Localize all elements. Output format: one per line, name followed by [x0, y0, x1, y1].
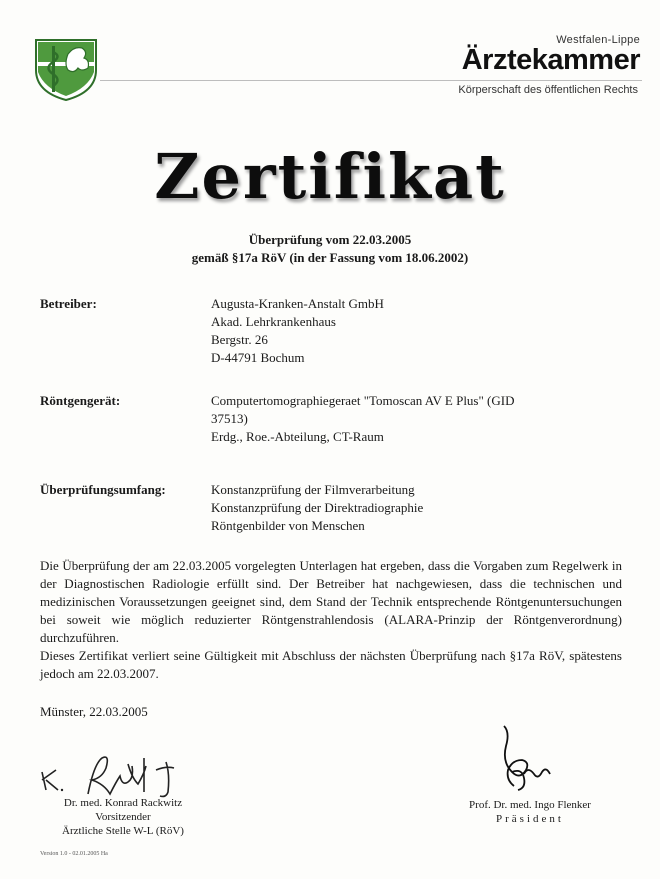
- signer-right-role: Präsident: [496, 813, 564, 825]
- org-region: Westfalen-Lippe: [556, 34, 640, 46]
- label-roentgengeraet: Röntgengerät:: [40, 393, 121, 408]
- body-paragraph: Dieses Zertifikat verliert seine Gültigkeit mit Abschluss der nächsten Überprüfung nach §17a RöV, spätestens jedoch am 22.03.2007.: [40, 648, 622, 681]
- version-note: Version 1.0 - 02.01.2005 Ha: [40, 851, 108, 857]
- certificate-title: Zertifikat: [154, 140, 506, 213]
- label-umfang: Überprüfungsumfang:: [40, 482, 166, 497]
- place-date: Münster, 22.03.2005: [40, 704, 148, 719]
- body-text: [40, 557, 622, 683]
- betreiber-line: Augusta-Kranken-Anstalt GmbH: [211, 296, 384, 311]
- signer-right: [430, 798, 630, 826]
- umfang-line: Konstanzprüfung der Direktradiographie: [211, 500, 424, 515]
- coat-of-arms-logo-icon: [32, 36, 100, 102]
- signature-left-image: [36, 750, 216, 800]
- signer-left-org: Ärztliche Stelle W-L (RöV): [62, 825, 184, 837]
- geraet-line: Erdg., Roe.-Abteilung, CT-Raum: [211, 429, 384, 444]
- geraet-line: 37513): [211, 411, 248, 426]
- subtitle-regulation: gemäß §17a RöV (in der Fassung vom 18.06.2002): [191, 250, 469, 265]
- body-paragraph: Die Überprüfung der am 22.03.2005 vorgelegten Unterlagen hat ergeben, dass die Vorgaben zum Regelwerk in der Diagnostischen Radiologie erfüllt sind. Der Betreiber hat nachgewiesen, dass die technischen und medizinischen Voraussetzungen geeignet sind, dem Stand der Technik entsprechende Röntgenuntersuchungen bei soweit wie möglich reduzierter Röntgenstrahlendosis (ALARA-Prinzip der Röntgenverordnung) durchzuführen.: [40, 558, 622, 645]
- signer-left: [28, 796, 218, 838]
- value-umfang: [211, 481, 611, 535]
- betreiber-line: D-44791 Bochum: [211, 350, 305, 365]
- header-rule: [100, 80, 642, 81]
- signer-left-name: Dr. med. Konrad Rackwitz: [63, 797, 183, 809]
- label-betreiber: Betreiber:: [40, 296, 97, 311]
- org-name: Ärztekammer: [461, 44, 640, 76]
- umfang-line: Röntgenbilder von Menschen: [211, 518, 365, 533]
- geraet-line: Computertomographiegeraet "Tomoscan AV E Plus" (GID: [211, 393, 515, 408]
- value-betreiber: [211, 295, 611, 367]
- subtitle-date: Überprüfung vom 22.03.2005: [248, 232, 412, 247]
- betreiber-line: Akad. Lehrkrankenhaus: [211, 314, 336, 329]
- org-subtitle: Körperschaft des öffentlichen Rechts: [458, 84, 638, 96]
- betreiber-line: Bergstr. 26: [211, 332, 268, 347]
- value-roentgengeraet: [211, 392, 611, 446]
- signer-right-name: Prof. Dr. med. Ingo Flenker: [469, 799, 591, 811]
- signer-left-role: Vorsitzender: [95, 811, 151, 823]
- umfang-line: Konstanzprüfung der Filmverarbeitung: [211, 482, 415, 497]
- signature-right-image: [482, 722, 562, 804]
